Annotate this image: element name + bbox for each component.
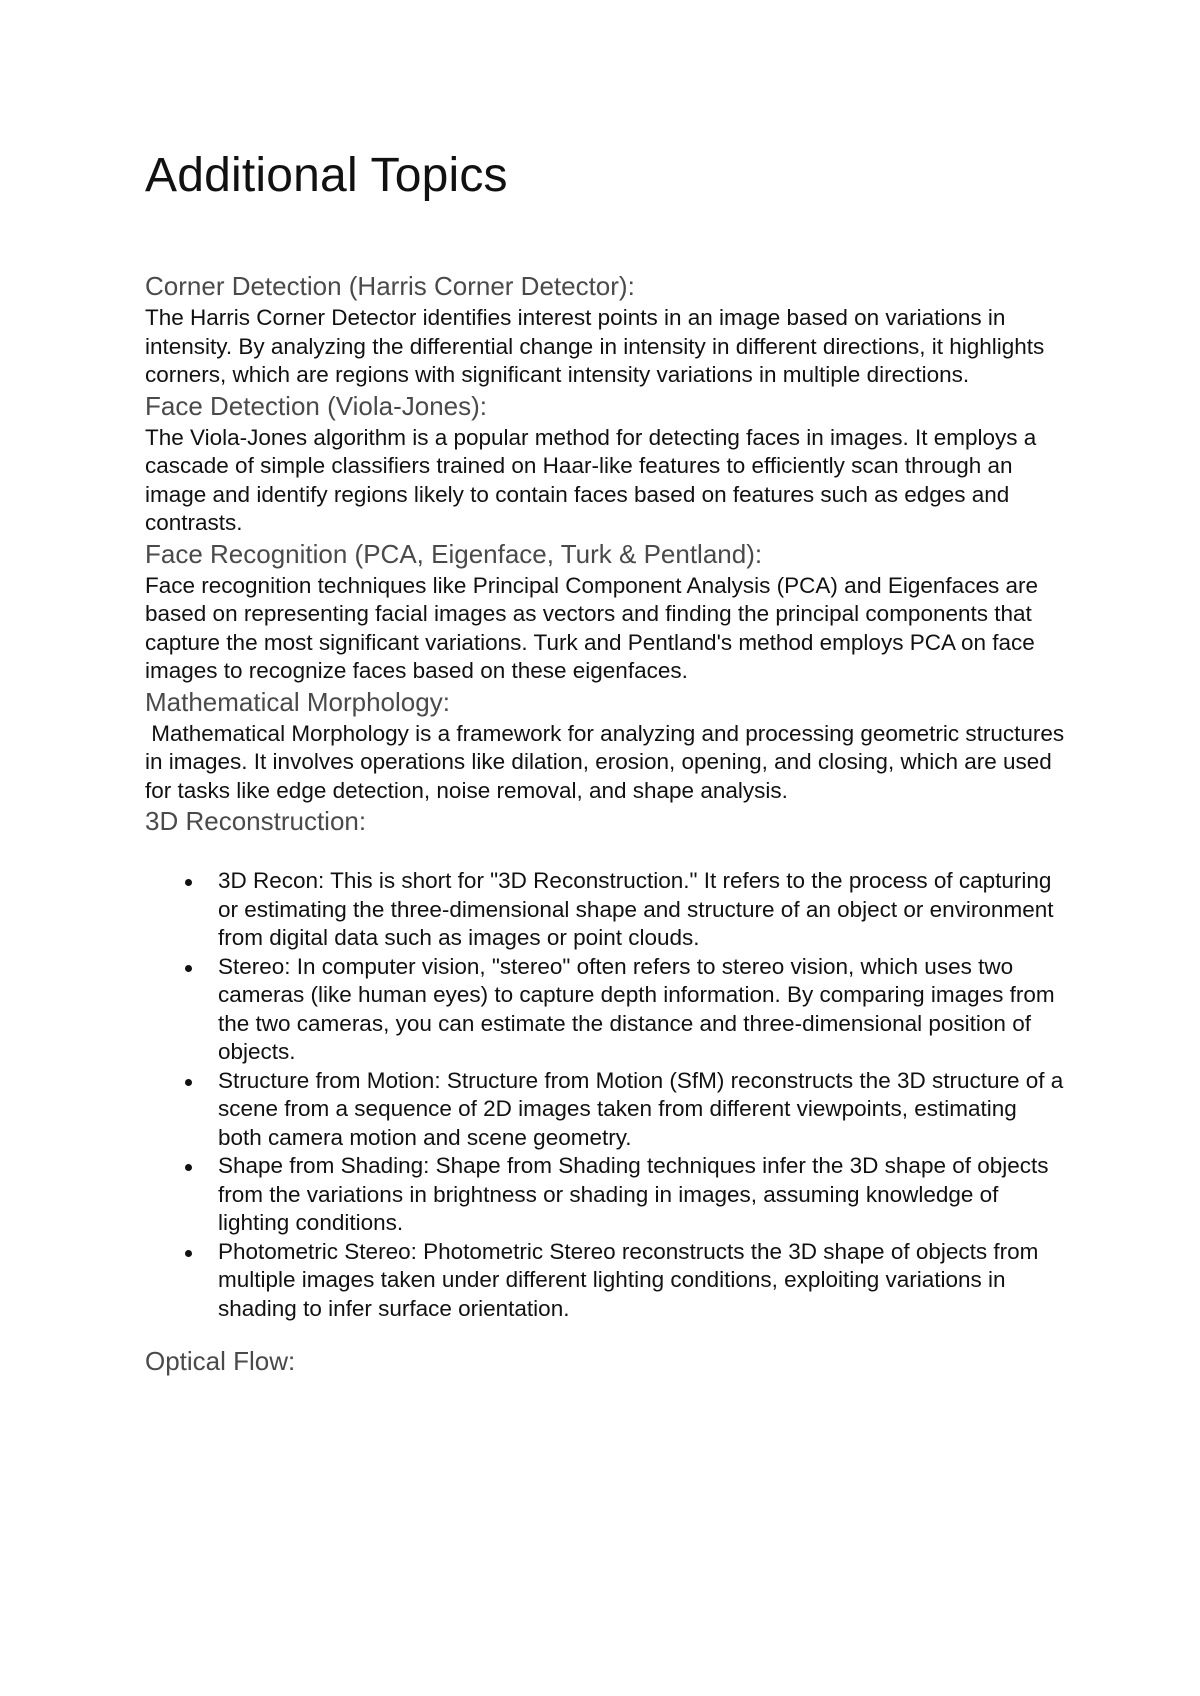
spacer: [145, 1323, 1065, 1345]
section-3d-reconstruction: [145, 805, 1065, 1323]
section-mathematical-morphology: [145, 686, 1071, 806]
bullet-icon: [185, 965, 192, 972]
list-item: [218, 1152, 1065, 1238]
list-item: [218, 1238, 1065, 1324]
bullet-icon: [185, 1164, 192, 1171]
section-face-detection: [145, 390, 1065, 538]
section-heading-face-detection: Face Detection (Viola-Jones):: [145, 390, 488, 421]
section-heading-3d-reconstruction: 3D Reconstruction:: [145, 806, 367, 836]
blank-line: [145, 839, 1065, 867]
section-face-recognition: [145, 538, 1065, 686]
section-body-mathematical-morphology: Mathematical Morphology is a framework for analyzing and processing geometric structures in images. It involves operations like dilation, erosion, opening, and closing, which are used for tasks like edge detection, noise removal, and shape analysis.: [145, 720, 1071, 803]
bullet-icon: [185, 879, 192, 886]
bullet-list-3d-reconstruction: [145, 867, 1065, 1323]
list-item-text: Structure from Motion: Structure from Motion (SfM) reconstructs the 3D structure of a scene from a sequence of 2D images taken from different viewpoints, estimating both camera motion and scene geometry.: [218, 1067, 1064, 1150]
bullet-icon: [185, 1250, 192, 1257]
list-item-text: Stereo: In computer vision, "stereo" often refers to stereo vision, which uses two cameras (like human eyes) to capture depth information. By comparing images from the two cameras, you can estimate the distance and three-dimensional position of objects.: [218, 953, 1055, 1064]
section-corner-detection: [145, 270, 1065, 390]
section-heading-corner-detection: Corner Detection (Harris Corner Detector):: [145, 271, 635, 301]
list-item-text: Shape from Shading: Shape from Shading techniques infer the 3D shape of objects from the variations in brightness or shading in images, assuming knowledge of lighting conditions.: [218, 1153, 1049, 1235]
section-optical-flow: [145, 1345, 1065, 1377]
section-heading-optical-flow: Optical Flow:: [145, 1346, 296, 1376]
section-body-face-detection: The Viola-Jones algorithm is a popular method for detecting faces in images. It employs a cascade of simple classifiers trained on Haar-like features to efficiently scan through an image and identify regions likely to contain faces based on features such as edges and contrasts.: [145, 424, 1037, 535]
document-title: Additional Topics: [145, 149, 508, 202]
list-item: [218, 953, 1065, 1067]
document-content: [145, 270, 1071, 1377]
list-item: [218, 867, 1065, 953]
section-body-face-recognition: Face recognition techniques like Principal Component Analysis (PCA) and Eigenfaces are based on representing facial images as vectors and finding the principal components that capture the most significant variations. Turk and Pentland's method employs PCA on face images to recognize faces based on these eigenfaces.: [145, 572, 1038, 683]
section-heading-face-recognition: Face Recognition (PCA, Eigenface, Turk & Pentland):: [145, 538, 763, 569]
list-item-text: Photometric Stereo: Photometric Stereo reconstructs the 3D shape of objects from multiple images taken under different lighting conditions, exploiting variations in shading to infer surface orientation.: [218, 1238, 1039, 1321]
section-heading-mathematical-morphology: Mathematical Morphology:: [145, 686, 450, 717]
bullet-icon: [185, 1079, 192, 1086]
list-item-text: 3D Recon: This is short for "3D Reconstruction." It refers to the process of capturing or estimating the three-dimensional shape and structure of an object or environment from digital data such as images or point clouds.: [218, 868, 1054, 950]
list-item: [218, 1067, 1065, 1153]
section-body-corner-detection: The Harris Corner Detector identifies interest points in an image based on variations in intensity. By analyzing the differential change in intensity in different directions, it highlights corners, which are regions with significant intensity variations in multiple directions.: [145, 305, 1045, 387]
